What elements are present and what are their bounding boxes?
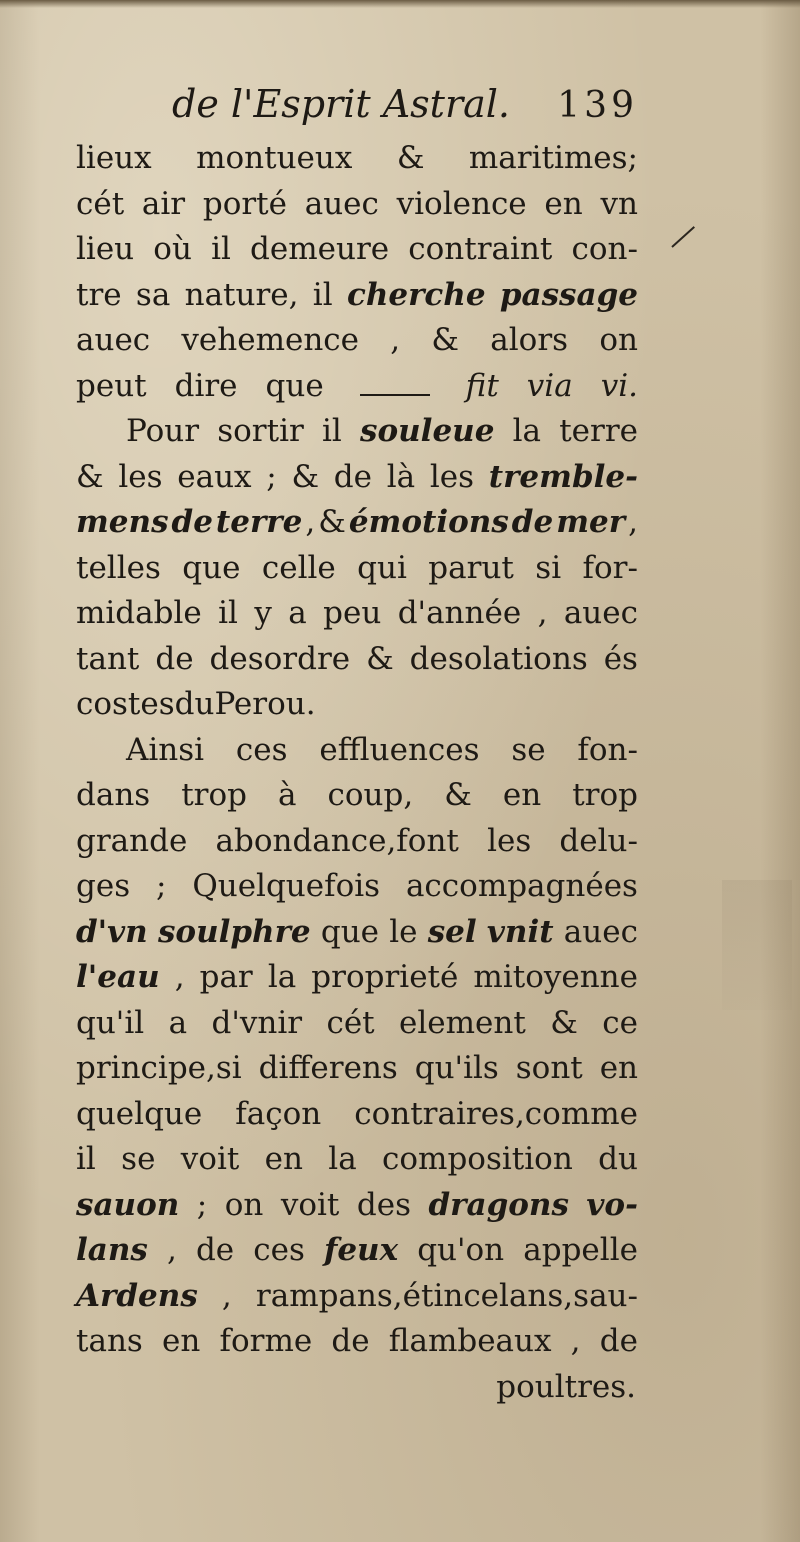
text-line — [76, 1005, 638, 1051]
word: ; — [196, 1186, 208, 1223]
text-line — [76, 504, 638, 550]
word: & — [550, 1004, 578, 1041]
word: proprieté — [311, 959, 459, 995]
word: demeure — [250, 231, 390, 267]
word: nature, — [184, 276, 299, 313]
word: peut — [76, 367, 147, 404]
word: où — [153, 231, 192, 267]
word: mitoyenne — [473, 959, 638, 995]
word: dire — [174, 367, 238, 404]
word: parut — [428, 549, 514, 586]
word: auec — [76, 322, 151, 358]
word: rampans,étincelans,sau- — [255, 1277, 638, 1314]
text-block — [76, 82, 638, 1414]
italic-word: sauon — [76, 1186, 180, 1223]
word: air — [141, 185, 186, 222]
word: , — [570, 1323, 581, 1359]
word: appelle — [523, 1232, 638, 1268]
word: contraint — [408, 231, 553, 267]
word: que — [265, 367, 324, 404]
word: & — [318, 504, 346, 540]
text-line — [76, 1187, 638, 1233]
text-line — [76, 1050, 638, 1096]
word: il — [322, 413, 342, 449]
word: qu'ils — [414, 1050, 499, 1086]
word: forme — [219, 1323, 313, 1359]
word: accompagnées — [405, 868, 638, 904]
word: Perou. — [214, 686, 316, 722]
word: vn — [600, 185, 638, 222]
word: si — [535, 549, 562, 586]
word: il — [76, 1141, 96, 1177]
text-line — [76, 959, 638, 1005]
italic-word: émotions — [348, 504, 509, 540]
word: costes — [76, 686, 175, 722]
word: lieux — [76, 140, 152, 176]
word: le — [389, 913, 418, 950]
word: celle — [261, 549, 336, 586]
word: element — [399, 1004, 526, 1041]
word: és — [603, 640, 638, 677]
word: porté — [202, 185, 287, 222]
word: flambeaux — [388, 1323, 552, 1359]
word: , — [221, 1277, 232, 1314]
body-text — [76, 140, 638, 1369]
word: a — [168, 1004, 188, 1041]
word: desolations — [409, 640, 588, 677]
word: sa — [135, 276, 171, 313]
word: d'année — [397, 595, 522, 631]
word: & — [366, 640, 394, 677]
word: de — [331, 1323, 370, 1359]
text-line — [76, 140, 638, 186]
word: telles — [76, 549, 161, 586]
word: de — [333, 458, 372, 495]
page-top-edge — [0, 0, 800, 8]
word: vehemence — [181, 322, 360, 358]
italic-word: sel — [427, 913, 477, 950]
word: ces — [253, 1232, 305, 1268]
text-line — [76, 550, 638, 596]
word: delu- — [559, 822, 638, 859]
word: d'vnir — [211, 1004, 303, 1041]
word: eaux — [177, 458, 252, 495]
text-line — [76, 641, 638, 687]
word: façon — [235, 1095, 322, 1132]
word: voit — [180, 1141, 240, 1177]
running-head — [172, 82, 638, 140]
word: que — [182, 549, 241, 586]
italic-word: cherche — [346, 276, 486, 313]
word: lieu — [76, 231, 135, 267]
word: auec — [563, 595, 638, 631]
word: , — [174, 959, 185, 995]
word: de — [155, 640, 194, 677]
word: les — [487, 822, 532, 859]
word: on — [599, 322, 638, 358]
italic-word: feux — [323, 1232, 399, 1268]
word: de — [195, 1232, 235, 1268]
word: auec — [563, 913, 638, 950]
word: ; — [155, 868, 167, 904]
word: peu — [323, 595, 382, 631]
text-line — [76, 1232, 638, 1278]
word: qui — [357, 549, 407, 586]
word: y — [254, 595, 272, 631]
word: & — [431, 322, 460, 358]
word: , — [390, 322, 401, 358]
italic-word: Ardens — [76, 1277, 198, 1314]
word: cét — [76, 185, 125, 222]
word: principe,si — [76, 1050, 242, 1086]
word: desordre — [209, 640, 351, 677]
word: alors — [490, 322, 569, 358]
italic-word: mer — [556, 504, 626, 540]
word: fon- — [577, 731, 638, 768]
italic-word: lans — [76, 1232, 148, 1268]
word: Pour — [126, 413, 200, 449]
italic-word: l'eau — [76, 959, 160, 995]
word: midable — [76, 595, 202, 631]
catchword: poultres. — [496, 1368, 636, 1405]
word: du — [174, 686, 215, 722]
italic-word: souleue — [360, 413, 495, 449]
catchword-line — [76, 1369, 638, 1415]
text-line — [76, 368, 638, 414]
word: il — [218, 595, 238, 631]
italic-word: fit — [465, 367, 499, 404]
word: la — [328, 1141, 357, 1177]
word: en — [502, 777, 542, 813]
word: du — [598, 1141, 638, 1177]
word: sortir — [217, 413, 304, 449]
italic-word: terre — [215, 504, 303, 540]
word: trop — [572, 777, 638, 813]
italic-word: vo- — [586, 1186, 638, 1223]
word: , — [305, 504, 316, 540]
italic-word: dragons — [428, 1186, 569, 1223]
word: voit — [280, 1186, 340, 1223]
word: en — [599, 1050, 638, 1086]
word: & — [444, 777, 472, 813]
word: il — [312, 276, 333, 313]
text-line — [76, 1141, 638, 1187]
word: ; — [266, 458, 277, 495]
text-line — [76, 868, 638, 914]
italic-word: passage — [499, 276, 638, 313]
word: il — [211, 231, 231, 267]
text-line — [76, 186, 638, 232]
word: & — [396, 140, 425, 176]
word: ce — [602, 1004, 638, 1041]
word: des — [356, 1186, 411, 1223]
word: terre — [559, 413, 638, 449]
word: on — [224, 1186, 264, 1223]
text-line — [76, 1278, 638, 1324]
word: for- — [582, 549, 638, 586]
word: tant — [76, 640, 140, 677]
text-line — [76, 823, 638, 869]
text-line — [76, 231, 638, 277]
italic-word: de — [171, 504, 213, 540]
word: la — [267, 959, 297, 995]
word: tre — [76, 276, 122, 313]
text-line — [76, 914, 638, 960]
word: Quelquefois — [192, 868, 381, 904]
text-line — [76, 322, 638, 368]
italic-word: vnit — [486, 913, 554, 950]
italic-word: d'vn — [76, 913, 148, 950]
word: dans — [76, 777, 151, 813]
word: maritimes; — [468, 140, 638, 176]
word: differens — [258, 1050, 398, 1086]
em-dash-rule — [360, 394, 430, 396]
text-line — [76, 595, 638, 641]
word: la — [512, 413, 542, 449]
word: , — [166, 1232, 177, 1268]
word: trop — [181, 777, 248, 813]
word: de — [599, 1323, 638, 1359]
word: a — [288, 595, 307, 631]
ink-show-through — [722, 880, 792, 1010]
text-line — [76, 732, 638, 778]
word: ces — [235, 731, 288, 768]
word: tans — [76, 1323, 143, 1359]
word: que — [320, 913, 380, 950]
text-line — [76, 413, 638, 459]
word: abondance,font — [215, 822, 459, 859]
italic-word: via — [526, 367, 573, 404]
italic-word: tremble- — [488, 458, 638, 495]
word: auec — [304, 185, 379, 222]
running-head-title: de l'Esprit Astral. — [172, 82, 510, 126]
word: sont — [515, 1050, 583, 1086]
text-line — [76, 1096, 638, 1142]
word: cét — [326, 1004, 375, 1041]
word: se — [511, 731, 546, 768]
text-line — [76, 459, 638, 505]
word: grande — [76, 822, 188, 859]
word: à — [278, 777, 297, 813]
word: Ainsi — [126, 731, 205, 768]
word: qu'on — [417, 1232, 505, 1268]
word: & — [76, 458, 104, 495]
word: quelque — [76, 1095, 203, 1132]
word: par — [199, 959, 253, 995]
text-line — [76, 277, 638, 323]
word: se — [121, 1141, 156, 1177]
italic-word: mens — [76, 504, 169, 540]
word: , — [628, 504, 638, 540]
word: violence — [396, 185, 527, 222]
word: ges — [76, 868, 131, 904]
word: contraires,comme — [354, 1095, 638, 1132]
word: là — [386, 458, 416, 495]
word: coup, — [327, 777, 414, 813]
text-line — [76, 1323, 638, 1369]
italic-word: de — [511, 504, 554, 540]
page-number: 139 — [557, 85, 638, 126]
word: effluences — [319, 731, 480, 768]
word: con- — [571, 231, 638, 267]
text-line — [76, 777, 638, 823]
text-line — [76, 686, 638, 732]
word: & — [291, 458, 320, 495]
word: qu'il — [76, 1004, 145, 1041]
italic-word: soulphre — [157, 913, 311, 950]
margin-pen-mark — [671, 226, 695, 248]
word: les — [118, 458, 163, 495]
word: en — [264, 1141, 303, 1177]
italic-word: vi. — [600, 367, 638, 404]
word: , — [537, 595, 548, 631]
word: composition — [382, 1141, 573, 1177]
word: en — [544, 185, 583, 222]
word: les — [429, 458, 475, 495]
word: en — [162, 1323, 201, 1359]
word: montueux — [196, 140, 353, 176]
